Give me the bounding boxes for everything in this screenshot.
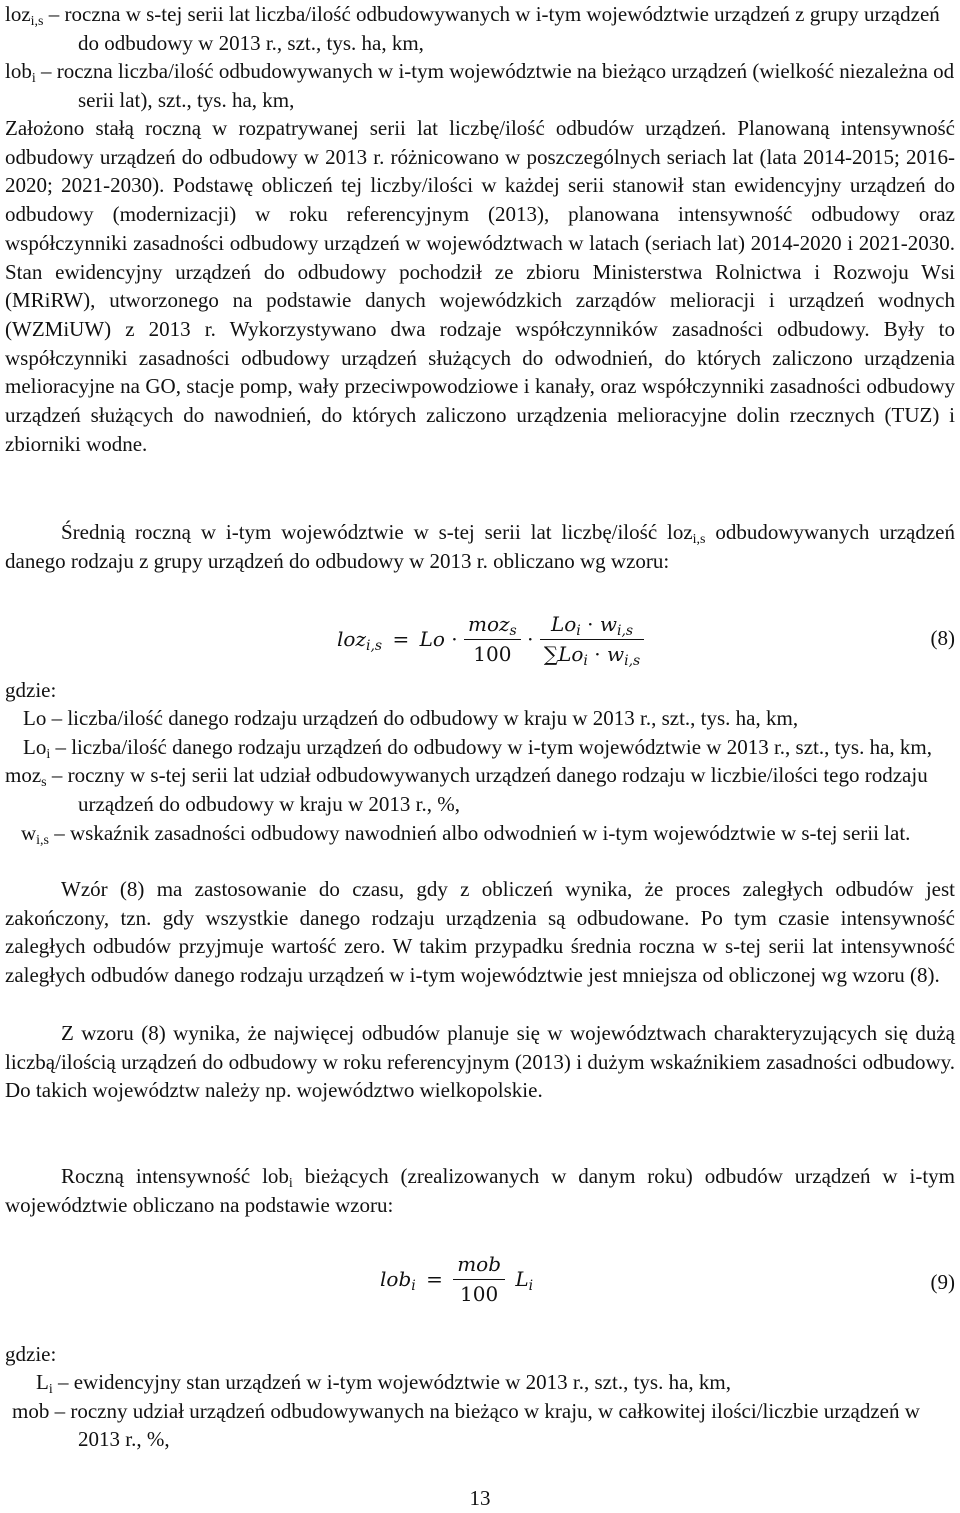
where-label-1: gdzie:	[5, 678, 57, 702]
definitions-top	[5, 0, 955, 115]
definition-mob: mob – roczny udział urządzeń odbudowywanych na bieżąco w kraju, w całkowitej ilości/liczbie urządzeń w 2013 r., %,	[12, 1398, 920, 1452]
definition-lob: lob$_i$ – roczna liczba/ilość odbudowywanych w i-tym województwie na bieżąco urządzeń (wielkość niezależna od serii lat), szt., tys. ha, km,	[5, 59, 955, 113]
definition-moz: moz$_s$ – roczny w s-tej serii lat udział odbudowywanych urządzeń danego rodzaju w liczbie/ilości tego rodzaju urządzeń do odbudowy w kraju w 2013 r., %,	[5, 763, 928, 817]
paragraph-4: Z wzoru (8) wynika, że najwięcej odbudów planuje się w województwach charakteryzujących się dużą liczbą/ilością urządzeń do odbudowy w roku referencyjnym (2013) i dużym wskaźnikiem zasadności odbudowy. Do takich województw należy np. województwo wielkopolskie.	[5, 1021, 955, 1103]
definition-Loi: $Lo_i$ – liczba/ilość danego rodzaju urządzeń do odbudowy w i-tym województwie w 2013 r., szt., tys. ha, km,	[23, 734, 933, 762]
definitions-formula-8	[5, 704, 955, 848]
fraction-moz-100: $\frac{moz_s}{100}$	[464, 610, 521, 668]
paragraph-3: Wzór (8) ma zastosowanie do czasu, gdy z obliczeń wynika, że proces zaległych odbudów jest zakończony, tzn. gdy wszystkie danego rodzaju urządzenia są odbudowane. Po tym czasie intensywność zaległych odbudów przyjmuje wartość zero. W takim przypadku średnia roczna w s-tej serii lat intensywność zaległych odbudów danego rodzaju urządzeń w i-tym województwie jest mniejsza od obliczonej wg wzoru (8).	[5, 877, 955, 988]
definitions-formula-9	[5, 1368, 955, 1454]
definition-Lo: Lo – liczba/ilość danego rodzaju urządzeń do odbudowy w kraju w 2013 r., szt., tys. ha, km,	[23, 706, 799, 730]
paragraph-5: Roczną intensywność lob$_i$ bieżących (zrealizowanych w danym roku) odbudów urządzeń w i-tym województwie obliczano na podstawie wzoru:	[5, 1164, 955, 1217]
formula-8-number: (8)	[930, 626, 955, 650]
fraction-mob-100: $\frac{\text{mob}}{100}$	[453, 1250, 505, 1308]
fraction-lo-w: $\frac{Lo_i \cdot w_{i,s}}{\sum Lo_i \cdot w_{i,s}}$	[540, 610, 644, 668]
definition-w: $w_{i,s}$ – wskaźnik zasadności odbudowy nawodnień albo odwodnień w i-tym województwie w s-tej serii lat.	[21, 820, 911, 848]
page-number: 13	[469, 1486, 491, 1510]
formula-9: lob$_i$ = $\frac{\text{mob}}{100}$ $L_i$ (9)	[5, 1244, 955, 1314]
formula-9-number: (9)	[930, 1270, 955, 1294]
definition-loz: loz$_{i,s}$ – roczna w s-tej serii lat liczba/ilość odbudowywanych w i-tym województwie urządzeń z grupy urządzeń do odbudowy w 2013 r., szt., tys. ha, km,	[5, 2, 940, 55]
formula-8: loz$_{i,s}$ = Lo · $\frac{moz_s}{100}$ · $\frac{Lo_i \cdot w_{i,s}}{\sum Lo_i \cdot w_{i,s}}$ (8)	[337, 612, 955, 669]
definition-Li: $L_i$ – ewidencyjny stan urządzeń w i-tym województwie w 2013 r., szt., tys. ha, km,	[36, 1370, 731, 1397]
paragraph-2: Średnią roczną w i-tym województwie w s-tej serii lat liczbę/ilość loz$_{i,s}$ odbudowywanych urządzeń danego rodzaju z grupy urządzeń do odbudowy w 2013 r. obliczano wg wzoru:	[5, 520, 956, 573]
paragraph-1: Założono stałą roczną w rozpatrywanej serii lat liczbę/ilość odbudów urządzeń. Planowaną intensywność odbudowy urządzeń do odbudowy w 2013 r. różnicowano w poszczególnych seriach lat (lata 2014-2015; 2016-2020; 2021-2030). Podstawę obliczeń tej liczby/ilości w każdej serii stanowił stan ewidencyjny urządzeń do odbudowy (modernizacji) w roku referencyjnym (2013), planowana intensywność odbudowy oraz współczynniki zasadności odbudowy urządzeń w województwach w latach (seriach lat) 2014-2020 i 2021-2030. Stan ewidencyjny urządzeń do odbudowy pochodził ze zbioru Ministerstwa Rolnictwa i Rozwoju Wsi (MRiRW), utworzonego na podstawie danych wojewódzkich zarządów melioracji i urządzeń wodnych (WZMiUW) z 2013 r. Wykorzystywano dwa rodzaje współczynników zasadności odbudowy. Były to współczynniki zasadności odbudowy urządzeń służących do odwodnień, do których zaliczono urządzenia melioracyjne na GO, stacje pomp, wały przeciwpowodziowe i kanały, oraz współczynniki zasadności odbudowy urządzeń służących do nawodnień, do których zaliczono urządzenia melioracyjne dolin rzecznych (TUZ) i zbiorniki wodne.	[5, 116, 955, 456]
where-label-2: gdzie:	[5, 1342, 57, 1366]
